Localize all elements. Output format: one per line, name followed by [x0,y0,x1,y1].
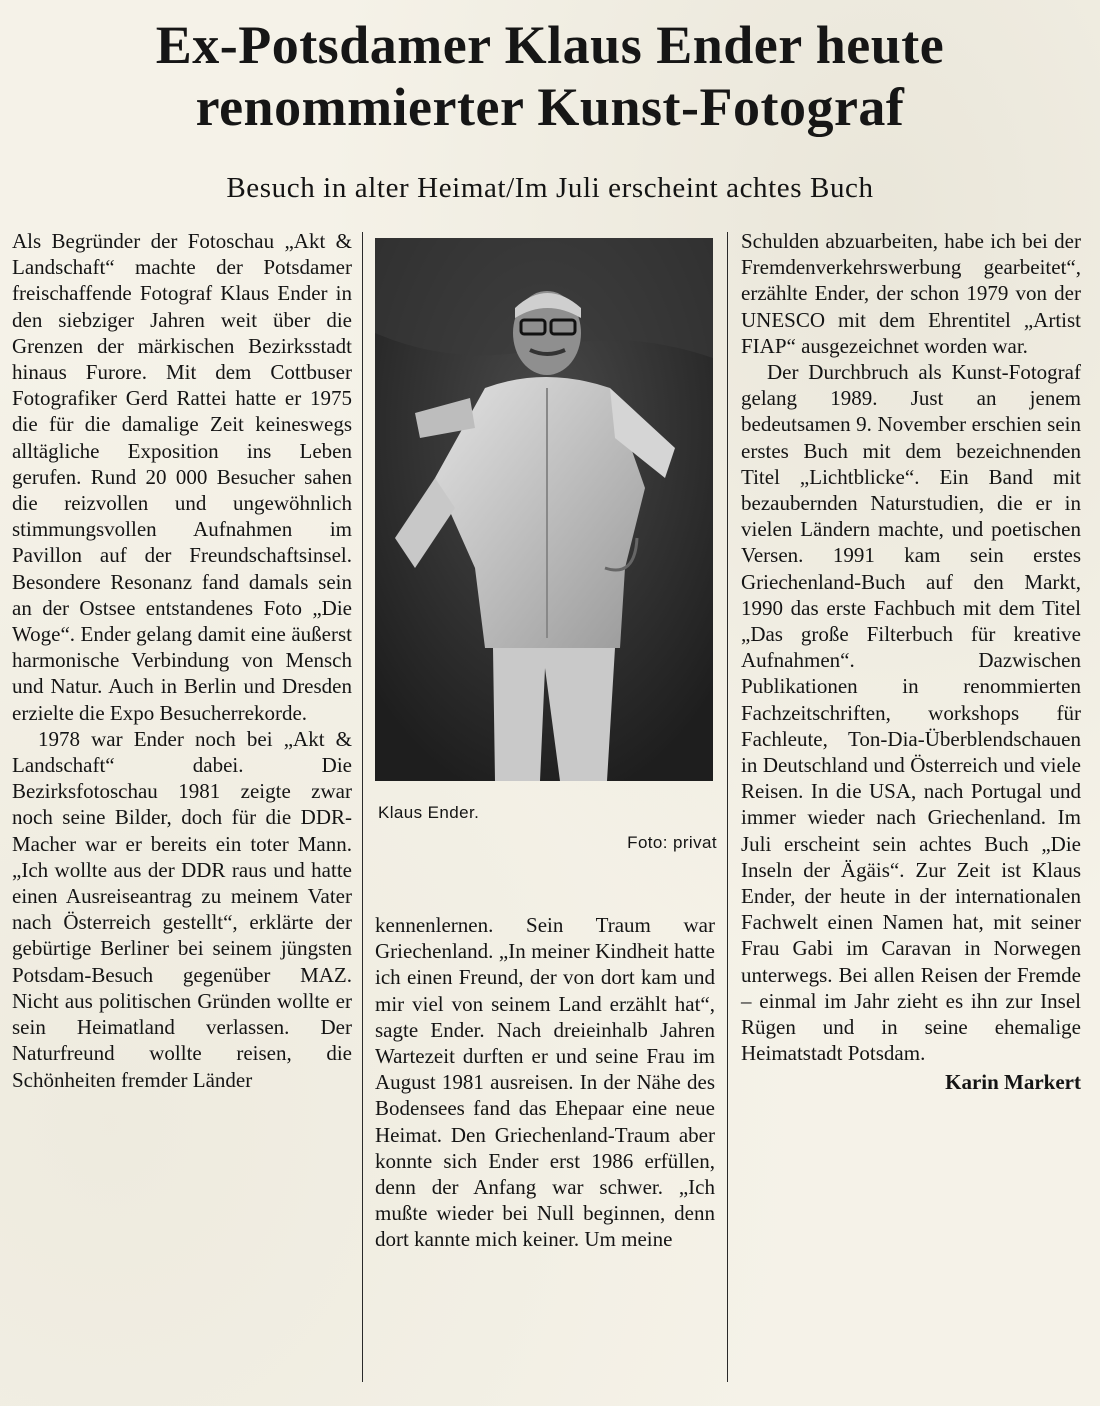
article-column-1 [12,228,352,1093]
photo-credit: Foto: privat [627,833,717,852]
article-paragraph: 1978 war Ender noch bei „Akt & Landschaft“ dabei. Die Bezirksfotoschau 1981 zeigte zwar noch seine Bilder, doch für die DDR-Macher war er bereits ein toter Mann. „Ich wollte aus der DDR raus und hatte einen Ausreiseantrag zu meinem Vater nach Österreich gestellt“, erklärte der gebürtige Berliner bei seinem jüngsten Potsdam-Besuch gegenüber MAZ. Nicht aus politischen Gründen wollte er sein Heimatland verlassen. Der Naturfreund wollte reisen, die Schönheiten fremder Länder [12,726,352,1092]
article-paragraph: Schulden abzuarbeiten, habe ich bei der Fremdenverkehrswerbung gearbeitet“, erzählte Ender, der schon 1979 von der UNESCO mit dem Ehrentitel „Artist FIAP“ ausgezeichnet worden war. [741,229,1081,358]
photo-caption: Klaus Ender. [378,803,480,822]
portrait-photo-image [375,238,713,781]
subheadline: Besuch in alter Heimat/Im Juli erscheint achtes Buch [226,172,874,204]
column-rule-left [362,232,363,1382]
column-rule-right [727,232,728,1382]
article-paragraph: Als Begründer der Fotoschau „Akt & Landschaft“ machte der Potsdamer freischaffende Fotograf Klaus Ender in den siebziger Jahren weit über die Grenzen der märkischen Bezirksstadt hinaus Furore. Mit dem Cottbuser Fotografiker Gerd Rattei hatte er 1975 die für die damalige Zeit keineswegs alltägliche Exposition ins Leben gerufen. Rund 20 000 Besucher sahen die reizvollen und ungewöhnlich stimmungsvollen Aufnahmen im Pavillon auf der Freundschaftsinsel. Besondere Resonanz fand damals sein an der Ostsee entstandenes Foto „Die Woge“. Ender gelang damit eine äußerst harmonische Verbindung von Mensch und Natur. Auch in Berlin und Dresden erzielte die Expo Besucherrekorde. [12,229,352,725]
portrait-photo [375,238,713,781]
article-column-3 [741,228,1081,1095]
article-paragraph: kennenlernen. Sein Traum war Griechenland. „In meiner Kindheit hatte ich einen Freund, der von dort kam und mir viel von seinem Land erzählt hat“, sagte Ender. Nach dreieinhalb Jahren Wartezeit durften er und seine Frau im August 1981 ausreisen. In der Nähe des Bodensees fand das Ehepaar eine neue Heimat. Den Griechenland-Traum aber konnte sich Ender erst 1986 erfüllen, denn der Anfang war schwer. „Ich mußte wieder bei Null beginnen, denn dort kannte mich keiner. Um meine [375,913,715,1252]
article-column-2 [375,912,715,1253]
headline: Ex-Potsdamer Klaus Ender heute renommierter Kunst-Fotograf [155,15,945,137]
author-byline: Karin Markert [945,1069,1081,1094]
article-paragraph: Der Durchbruch als Kunst-Fotograf gelang 1989. Just an jenem bedeutsamen 9. November erschien sein erstes Buch mit dem bezeichnenden Titel „Lichtblicke“. Ein Band mit bezaubernden Naturstudien, die er in vielen Ländern machte, und poetischen Versen. 1991 kam sein erstes Griechenland-Buch auf den Markt, 1990 das erste Fachbuch mit dem Titel „Das große Filterbuch für kreative Aufnahmen“. Dazwischen Publikationen in renommierten Fachzeitschriften, workshops für Fachleute, Ton-Dia-Überblendschauen in Deutschland und Österreich und viele Reisen. In die USA, nach Portugal und immer wieder nach Griechenland. Im Juli erscheint sein achtes Buch „Die Inseln der Ägäis“. Zur Zeit ist Klaus Ender, der heute in der internationalen Fachwelt einen Namen hat, mit seiner Frau Gabi im Caravan in Norwegen unterwegs. Bei allen Reisen der Fremde – einmal im Jahr zieht es ihn zur Insel Rügen und in seine ehemalige Heimatstadt Potsdam. [741,360,1081,1066]
